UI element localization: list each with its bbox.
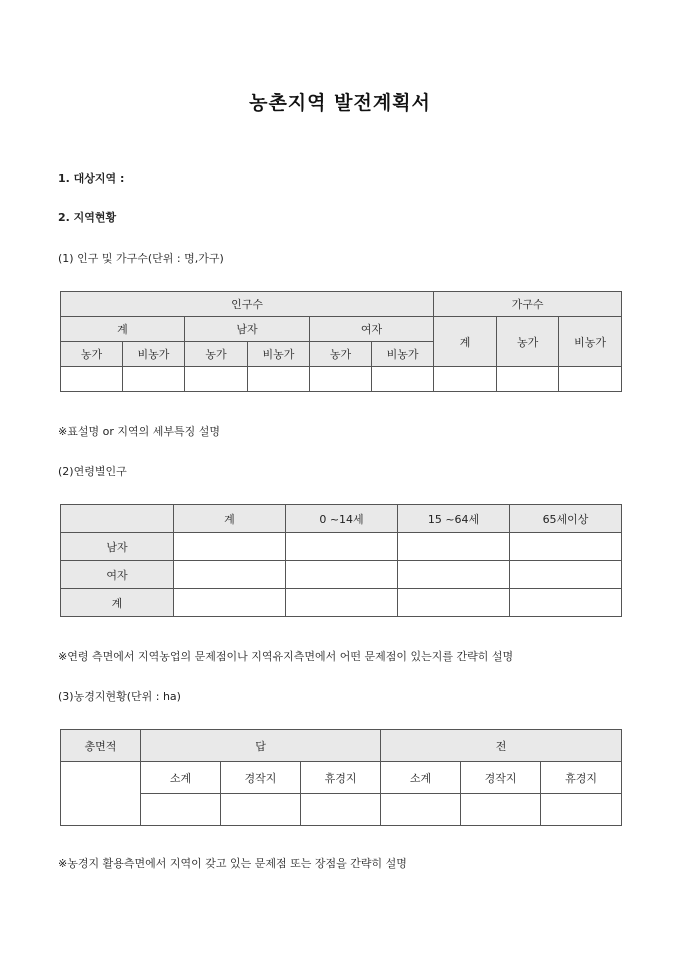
paddy-header: 답 bbox=[141, 730, 381, 762]
male-farm-header: 농가 bbox=[185, 342, 248, 367]
data-cell[interactable] bbox=[434, 367, 497, 392]
paddy-cultivated-header: 경작지 bbox=[221, 762, 301, 794]
female-farm-header: 농가 bbox=[310, 342, 372, 367]
table-row bbox=[61, 561, 622, 589]
field-cultivated-header: 경작지 bbox=[461, 762, 541, 794]
age-col-15-64: 15 ~64세 bbox=[398, 505, 510, 533]
data-cell[interactable] bbox=[398, 561, 510, 589]
corner-cell bbox=[61, 505, 174, 533]
field-fallow-header: 휴경지 bbox=[541, 762, 622, 794]
table-row bbox=[61, 367, 622, 392]
population-table bbox=[60, 291, 622, 392]
total-area-cell[interactable] bbox=[61, 762, 141, 826]
households-header: 가구수 bbox=[434, 292, 622, 317]
male-nonfarm-header: 비농가 bbox=[248, 342, 310, 367]
female-header: 여자 bbox=[310, 317, 434, 342]
data-cell[interactable] bbox=[559, 367, 622, 392]
data-cell[interactable] bbox=[510, 589, 622, 617]
table-row bbox=[61, 794, 622, 826]
population-note: ※표설명 or 지역의 세부특징 설명 bbox=[58, 425, 220, 438]
male-header: 남자 bbox=[185, 317, 310, 342]
data-cell[interactable] bbox=[510, 533, 622, 561]
data-cell[interactable] bbox=[301, 794, 381, 826]
households-nonfarm-header: 비농가 bbox=[559, 317, 622, 367]
field-header: 전 bbox=[381, 730, 622, 762]
population-caption: (1) 인구 및 가구수(단위 : 명,가구) bbox=[58, 252, 224, 265]
data-cell[interactable] bbox=[174, 561, 286, 589]
data-cell[interactable] bbox=[461, 794, 541, 826]
data-cell[interactable] bbox=[510, 561, 622, 589]
section-1-label: 1. 대상지역 : bbox=[58, 172, 125, 185]
population-header: 인구수 bbox=[61, 292, 434, 317]
data-cell[interactable] bbox=[286, 533, 398, 561]
farmland-note: ※농경지 활용측면에서 지역이 갖고 있는 문제점 또는 장점을 간략히 설명 bbox=[58, 857, 407, 870]
section-2-label: 2. 지역현황 bbox=[58, 211, 117, 224]
data-cell[interactable] bbox=[286, 589, 398, 617]
data-cell[interactable] bbox=[174, 589, 286, 617]
data-cell[interactable] bbox=[185, 367, 248, 392]
data-cell[interactable] bbox=[141, 794, 221, 826]
age-table bbox=[60, 504, 622, 617]
total-area-header: 총면적 bbox=[61, 730, 141, 762]
data-cell[interactable] bbox=[248, 367, 310, 392]
age-col-65-plus: 65세이상 bbox=[510, 505, 622, 533]
data-cell[interactable] bbox=[174, 533, 286, 561]
paddy-subtotal-header: 소계 bbox=[141, 762, 221, 794]
data-cell[interactable] bbox=[372, 367, 434, 392]
age-row-female: 여자 bbox=[61, 561, 174, 589]
data-cell[interactable] bbox=[123, 367, 185, 392]
total-header: 계 bbox=[61, 317, 185, 342]
age-col-total: 계 bbox=[174, 505, 286, 533]
farmland-caption: (3)농경지현황(단위 : ha) bbox=[58, 690, 181, 703]
households-total-header: 계 bbox=[434, 317, 497, 367]
data-cell[interactable] bbox=[541, 794, 622, 826]
age-caption: (2)연령별인구 bbox=[58, 465, 127, 478]
age-row-male: 남자 bbox=[61, 533, 174, 561]
paddy-fallow-header: 휴경지 bbox=[301, 762, 381, 794]
total-nonfarm-header: 비농가 bbox=[123, 342, 185, 367]
data-cell[interactable] bbox=[61, 367, 123, 392]
data-cell[interactable] bbox=[286, 561, 398, 589]
data-cell[interactable] bbox=[221, 794, 301, 826]
farmland-table bbox=[60, 729, 622, 826]
data-cell[interactable] bbox=[381, 794, 461, 826]
data-cell[interactable] bbox=[310, 367, 372, 392]
table-row bbox=[61, 589, 622, 617]
data-cell[interactable] bbox=[497, 367, 559, 392]
data-cell[interactable] bbox=[398, 589, 510, 617]
page-title: 농촌지역 발전계획서 bbox=[249, 92, 431, 114]
table-row bbox=[61, 533, 622, 561]
field-subtotal-header: 소계 bbox=[381, 762, 461, 794]
age-note: ※연령 측면에서 지역농업의 문제점이나 지역유지측면에서 어떤 문제점이 있는지를 간략히 설명 bbox=[58, 650, 514, 663]
female-nonfarm-header: 비농가 bbox=[372, 342, 434, 367]
total-farm-header: 농가 bbox=[61, 342, 123, 367]
age-row-total: 계 bbox=[61, 589, 174, 617]
data-cell[interactable] bbox=[398, 533, 510, 561]
households-farm-header: 농가 bbox=[497, 317, 559, 367]
age-col-0-14: 0 ~14세 bbox=[286, 505, 398, 533]
